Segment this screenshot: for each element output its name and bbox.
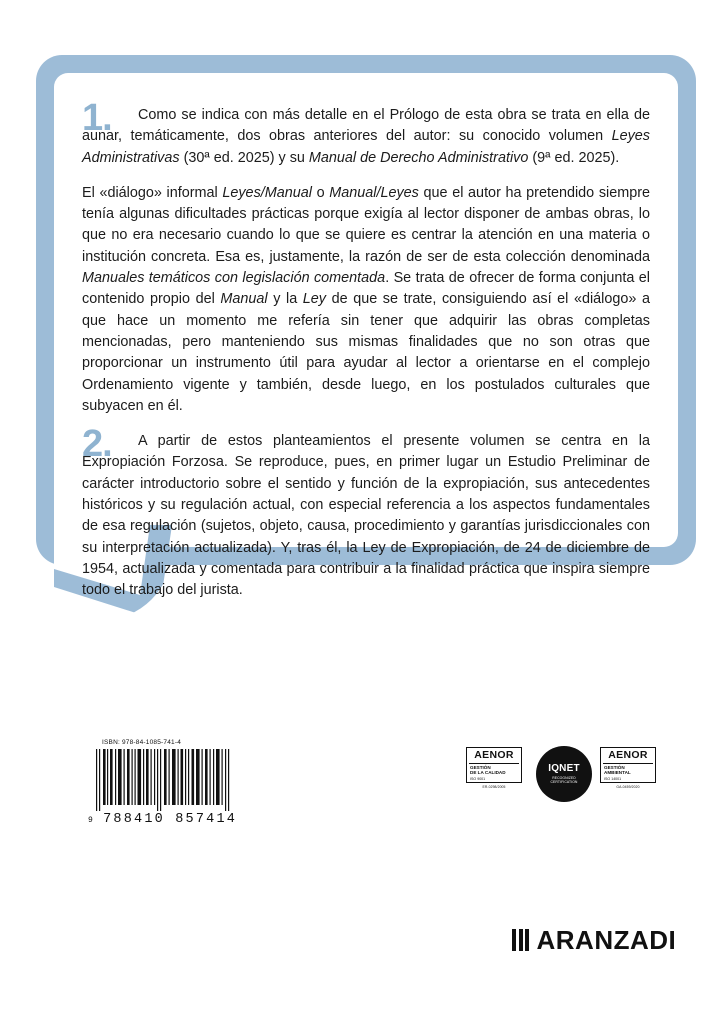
aenor-quality-name: AENOR	[474, 749, 514, 761]
barcode-main-digits: 788410 857414	[103, 812, 238, 827]
iqnet-name: IQNET	[548, 763, 580, 775]
aenor-environment-name: AENOR	[608, 749, 648, 761]
publisher-bars-icon	[512, 929, 532, 951]
aenor-environment-subtitle: GESTIÓN AMBIENTAL	[604, 765, 631, 776]
aenor-environment-footer: GA-0459/2020	[616, 784, 640, 789]
publisher-name: ARANZADI	[536, 925, 677, 955]
iqnet-subtitle: RECOGNIZED CERTIFICATION	[550, 775, 578, 784]
aenor-environment-code: ISO 14001	[604, 776, 622, 781]
blurb-paragraph-2: El «diálogo» informal Leyes/Manual o Manual/Leyes que el autor ha pretendido siempre tenía algunas dificultades prácticas porque exigía al lector disponer de ambas obras, lo que no era necesario cuando lo que se quiere es centrar la atención en una materia o institución concreta. Esa es, justamente, la razón de ser de esta colección denominada Manuales temáticos con legislación comentada. Se trata de ofrecer de forma conjunta el contenido propio del Manual y la Ley de que se trate, consiguiendo así el «diálogo» a que hace un momento me refería sin tener que adquirir las obras completas mencionadas, pero manteniendo sus mismas finalidades que no son otras que proporcionar un instrumento útil para ayudar al lector a orientarse en el complejo Ordenamiento vigente y también, desde luego, en los postulados culturales que subyacen en él.	[82, 184, 651, 414]
aenor-quality-footer: ER-0298/2005	[482, 784, 506, 789]
blurb-item-2	[82, 423, 650, 601]
isbn-label: ISBN: 978-84-1085-741-4	[102, 739, 182, 746]
blurb-item-1-number: 1.	[82, 97, 112, 139]
barcode-block	[88, 739, 238, 827]
cover-footer	[0, 725, 724, 1010]
blurb-item-2-text: A partir de estos planteamientos el presente volumen se centra en la Expropiación Forzosa. Se reproduce, pues, en primer lugar un Estudio Preliminar de carácter introductorio sobre el sentido y función de la expropiación, sus antecedentes históricos y su regulación actual, con especial referencia a los aspectos fundamentales de esa regulación (sujetos, objeto, causa, procedimiento y garantías jurisdiccionales con su interpretación actualizada). Y, tras él, la Ley de Expropiación, de 24 de diciembre de 1954, actualizada y comentada para contribuir a la finalidad práctica que inspira siempre todo el trabajo del jurista.	[82, 433, 650, 599]
blurb-content	[82, 97, 651, 602]
blurb-item-2-number: 2.	[82, 423, 112, 466]
barcode-digits	[88, 812, 238, 827]
aenor-quality-subtitle: GESTIÓN DE LA CALIDAD	[470, 765, 506, 776]
blurb-item-1	[82, 97, 650, 169]
aenor-quality-code: ISO 9001	[470, 776, 486, 781]
barcode-lead-digit: 9	[88, 816, 93, 825]
barcode-image	[88, 749, 238, 811]
aenor-quality-logo	[466, 747, 522, 789]
iqnet-logo	[536, 746, 592, 802]
aenor-environment-logo	[600, 747, 656, 789]
certification-logos	[466, 747, 656, 809]
publisher-logo	[512, 925, 677, 955]
blurb-item-1-text: Como se indica con más detalle en el Prólogo de esta obra se trata en ella de aunar, temáticamente, dos obras anteriores del autor: su conocido volumen Leyes Administrativas (30ª ed. 2025) y su Manual de Derecho Administrativo (9ª ed. 2025).	[82, 107, 650, 166]
